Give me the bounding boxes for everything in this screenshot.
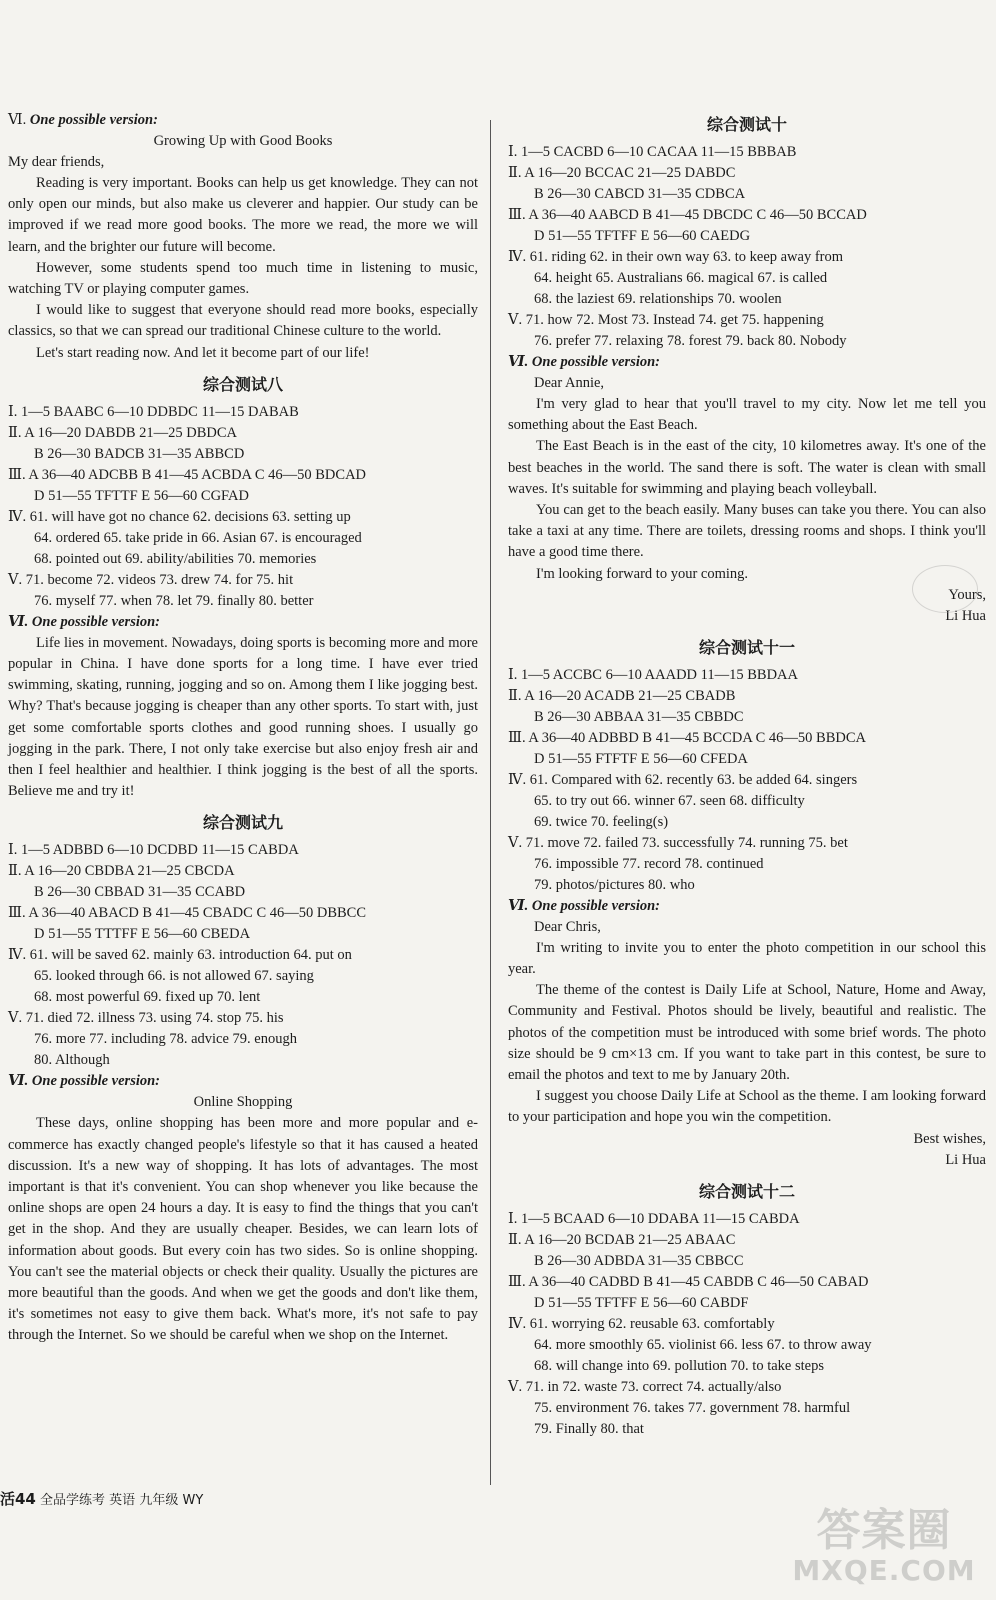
answer-line: 68. the laziest 69. relationships 70. woolen <box>534 291 782 307</box>
answer-line: Ⅴ. 71. become 72. videos 73. drew 74. for 75. hit <box>8 571 294 588</box>
edition: WY <box>182 1493 204 1508</box>
test-12-heading: 综合测试十二 <box>698 1181 795 1201</box>
answer-line: Ⅳ. 61. Compared with 62. recently 63. be added 64. singers <box>508 771 858 788</box>
answer-line: Ⅲ. A 36—40 ABACD B 41—45 CBADC C 46—50 DBBCC <box>8 905 367 922</box>
answer-line: Ⅱ. A 16—20 ACADB 21—25 CBADB <box>508 687 736 704</box>
letter-paragraph: The theme of the contest is Daily Life at School, Nature, Home and Away, Community and Festival. Photos should be lively, beautiful and realistic. The photos of the competition must be introduced with some brief words. The photo size should be 9 cm×13 cm. If you want to take part in this contest, be sure to email the photos and text to me by January 20th. <box>508 982 986 1084</box>
letter-closing: Best wishes, <box>913 1130 986 1147</box>
answer-line: B 26—30 ABBAA 31—35 CBBDC <box>534 708 744 725</box>
essay-title: Growing Up with Good Books <box>153 133 333 149</box>
test-8-heading: 综合测试八 <box>202 374 283 394</box>
letter-greeting: Dear Annie, <box>534 375 605 391</box>
answer-line: 76. prefer 77. relaxing 78. forest 79. back 80. Nobody <box>534 333 847 349</box>
answer-line: B 26—30 BADCB 31—35 ABBCD <box>34 445 245 462</box>
opv-label: Ⅵ. One possible version: <box>508 897 661 914</box>
answer-line: D 51—55 TTTFF E 56—60 CBEDA <box>34 926 251 943</box>
letter-paragraph: The East Beach is in the east of the city, 10 kilometres away. It's one of the best beaches in the world. The sand there is soft. The water is clean with small waves. It's suitable for swimming and playing beach volleyball. <box>508 438 986 497</box>
essay-title: Online Shopping <box>193 1094 293 1111</box>
answer-line: Ⅳ. 61. riding 62. in their own way 63. to keep away from <box>508 249 844 265</box>
grade: 九年级 <box>139 1493 179 1508</box>
letter-closing: Yours, <box>948 586 986 603</box>
answer-line: 75. environment 76. takes 77. government 78. harmful <box>534 1399 851 1416</box>
essay-paragraph: Life lies in movement. Nowadays, doing sports is becoming more and more popular in China. I have done sports for a long time. I have ever tried swimming, skating, running, jogging and so on. Among them I like jogging best. Why? That's because jogging is cheaper than any other sports. To start with, just get some comfortable sports clothes and good running shoes. I usually go jogging in the park. There, I not only take exercise but also enjoy fresh air and then I feel healthier and healthier. I think jogging is the best of all the sports. Believe me and try it! <box>8 634 478 800</box>
answer-line: 80. Although <box>34 1052 110 1069</box>
answer-line: 76. more 77. including 78. advice 79. enough <box>34 1031 297 1048</box>
answer-line: Ⅴ. 71. how 72. Most 73. Instead 74. get 75. happening <box>508 312 824 328</box>
letter-greeting: Dear Chris, <box>534 918 601 935</box>
section-6-label <box>8 110 478 131</box>
answer-line: Ⅲ. A 36—40 ADBBD B 41—45 BCCDA C 46—50 BBDCA <box>508 729 867 746</box>
letter-paragraph: I'm writing to invite you to enter the photo competition in our school this year. <box>508 939 986 978</box>
answer-line: Ⅲ. A 36—40 ADCBB B 41—45 ACBDA C 46—50 BDCAD <box>8 466 367 483</box>
answer-line: 68. most powerful 69. fixed up 70. lent <box>34 989 261 1006</box>
test-10-heading: 综合测试十 <box>706 115 787 134</box>
watermark-text-cn: 答案圈 <box>816 1505 952 1556</box>
test-9-answers <box>8 840 478 1346</box>
essay-paragraph: Let's start reading now. And let it become part of our life! <box>36 344 370 361</box>
answer-line: Ⅳ. 61. will be saved 62. mainly 63. introduction 64. put on <box>8 947 352 964</box>
letter-paragraph: I'm looking forward to your coming. <box>536 565 749 582</box>
answer-line: Ⅳ. 61. will have got no chance 62. decisions 63. setting up <box>8 508 351 525</box>
opv-label: Ⅵ. One possible version: <box>508 354 661 370</box>
letter-signature: Li Hua <box>945 607 986 624</box>
answer-line: 68. will change into 69. pollution 70. to take steps <box>534 1357 824 1374</box>
test-11-answers <box>508 665 986 1171</box>
series-name: 全品学练考 <box>40 1493 106 1508</box>
page-number: 活44 <box>0 1490 36 1508</box>
answer-line: D 51—55 TFTTF E 56—60 CGFAD <box>34 487 249 504</box>
answer-line: 76. myself 77. when 78. let 79. finally 80. better <box>34 592 314 609</box>
answer-line: D 51—55 FTFTF E 56—60 CFEDA <box>534 750 748 767</box>
column-divider <box>490 120 491 1485</box>
test-11-heading: 综合测试十一 <box>698 637 795 657</box>
answer-line: 64. more smoothly 65. violinist 66. less 67. to throw away <box>534 1336 872 1353</box>
answer-line: B 26—30 CBBAD 31—35 CCABD <box>34 884 246 901</box>
test-9-heading: 综合测试九 <box>202 813 283 833</box>
test-12-answers <box>508 1209 986 1440</box>
page-footer <box>0 1488 203 1509</box>
answer-line: Ⅴ. 71. died 72. illness 73. using 74. stop 75. his <box>8 1010 284 1027</box>
answer-line: Ⅰ. 1—5 ADBBD 6—10 DCDBD 11—15 CABDA <box>8 842 299 859</box>
answer-line: D 51—55 TFTFF E 56—60 CAEDG <box>534 228 751 244</box>
test-10-answers <box>508 142 986 627</box>
answer-line: Ⅰ. 1—5 ACCBC 6—10 AAADD 11—15 BBDAA <box>508 666 798 683</box>
answer-line: 79. photos/pictures 80. who <box>534 876 695 893</box>
answer-line: Ⅴ. 71. in 72. waste 73. correct 74. actually/also <box>508 1378 782 1395</box>
answer-line: 64. height 65. Australians 66. magical 67. is called <box>534 270 828 286</box>
subject: 英语 <box>109 1493 136 1508</box>
answer-line: Ⅱ. A 16—20 CBDBA 21—25 CBCDA <box>8 863 235 880</box>
answer-line: D 51—55 TFTFF E 56—60 CABDF <box>534 1294 749 1311</box>
opv-label: One possible version: <box>29 112 158 128</box>
answer-line: Ⅰ. 1—5 CACBD 6—10 CACAA 11—15 BBBAB <box>508 144 797 160</box>
letter-signature: Li Hua <box>945 1151 986 1168</box>
answer-line: 64. ordered 65. take pride in 66. Asian 67. is encouraged <box>34 529 362 546</box>
answer-line: 68. pointed out 69. ability/abilities 70. memories <box>34 550 317 567</box>
letter-paragraph: I suggest you choose Daily Life at School as the theme. I am looking forward to your participation and hope you win the competition. <box>508 1088 986 1126</box>
letter-paragraph: I'm very glad to hear that you'll travel to my city. Now let me tell you something about the East Beach. <box>508 396 986 434</box>
essay-paragraph: Reading is very important. Books can help us get knowledge. They can not only open our minds, but also make us cleverer and happier. Our study can be improved if we read more good books. The more we read, the more we will learn, and the brighter our future will become. <box>8 175 478 255</box>
opv-label: Ⅵ. One possible version: <box>8 1073 161 1090</box>
answer-line: B 26—30 CABCD 31—35 CDBCA <box>534 186 746 202</box>
answer-line: 69. twice 70. feeling(s) <box>534 813 669 830</box>
essay-paragraph: However, some students spend too much time in listening to music, watching TV or playing computer games. <box>8 259 478 298</box>
answer-line: Ⅳ. 61. worrying 62. reusable 63. comfortably <box>508 1315 775 1332</box>
answer-line: 65. looked through 66. is not allowed 67. saying <box>34 968 314 985</box>
answer-line: Ⅱ. A 16—20 BCCAC 21—25 DABDC <box>508 165 736 181</box>
answer-line: Ⅲ. A 36—40 AABCD B 41—45 DBCDC C 46—50 BCCAD <box>508 207 867 223</box>
answer-line: 65. to try out 66. winner 67. seen 68. difficulty <box>534 792 805 809</box>
answer-line: Ⅴ. 71. move 72. failed 73. successfully 74. running 75. bet <box>508 834 848 851</box>
answer-line: 76. impossible 77. record 78. continued <box>534 855 764 872</box>
letter-paragraph: You can get to the beach easily. Many buses can take you there. You can also take a taxi at any time. There are toilets, dressing rooms and shops. I think you'll have a good time there. <box>508 502 986 561</box>
answer-line: Ⅰ. 1—5 BCAAD 6—10 DDABA 11—15 CABDA <box>508 1210 800 1227</box>
essay-greeting: My dear friends, <box>8 154 105 170</box>
right-column <box>508 110 986 1440</box>
watermark-logo <box>784 1505 984 1587</box>
answer-line: Ⅱ. A 16—20 DABDB 21—25 DBDCA <box>8 424 237 441</box>
answer-line: Ⅱ. A 16—20 BCDAB 21—25 ABAAC <box>508 1231 736 1248</box>
answer-line: Ⅰ. 1—5 BAABC 6—10 DDBDC 11—15 DABAB <box>8 403 299 420</box>
answer-line: B 26—30 ADBDA 31—35 CBBCC <box>534 1252 744 1269</box>
essay-paragraph: I would like to suggest that everyone should read more books, especially classics, so that we can spread our traditional Chinese culture to the world. <box>8 302 478 340</box>
test-8-answers <box>8 402 478 803</box>
opv-label: Ⅵ. One possible version: <box>8 613 161 630</box>
answer-line: 79. Finally 80. that <box>534 1420 644 1437</box>
left-column <box>8 110 478 1347</box>
stamp-seal <box>912 565 978 613</box>
watermark-text-en: MXQE.COM <box>792 1554 976 1587</box>
essay-paragraph: These days, online shopping has been more and more popular and e-commerce has exactly changed people's lifestyle so that it has caused a heated discussion. It's a new way of shopping. It has lots of advantages. The most important is that it's convenient. You can shop whenever you like because the online shops are open 24 hours a day. It is easy to find the things that you can't get in the shop. And they are usually cheaper. Besides, we can learn lots of information about goods. But every coin has two sides. So is online shopping. You can't see the material objects or check their quality. Usually the pictures are more beautiful than the goods. And when we get the goods and don't like them, it's sometimes not easy to give them back. What's more, it's not safe to pay through the Internet. So we should be careful when we shop on the Internet. <box>8 1115 478 1344</box>
answer-line: Ⅲ. A 36—40 CADBD B 41—45 CABDB C 46—50 CABAD <box>508 1273 869 1290</box>
roman-numeral: Ⅵ. <box>8 112 27 128</box>
